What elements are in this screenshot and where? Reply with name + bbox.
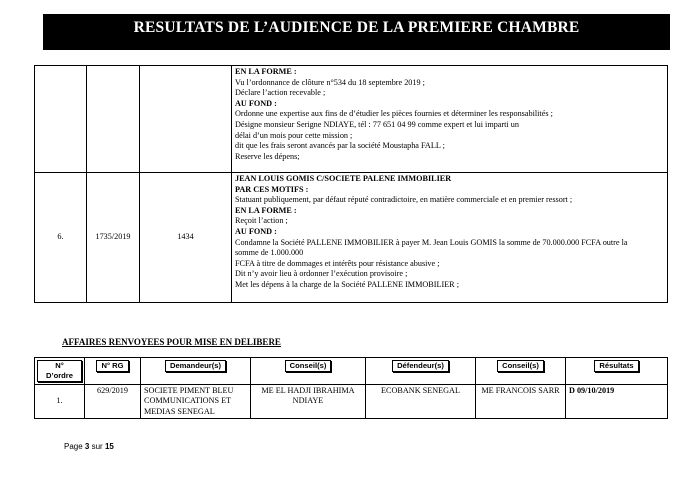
cell-rg: 1735/2019 — [87, 173, 140, 303]
decision-line: délai d’un mois pour cette mission ; — [235, 130, 353, 140]
cell-demandeur: SOCIETE PIMENT BLEU COMMUNICATIONS ET MEDIAS SENEGAL — [141, 385, 251, 419]
header-demandeur: Demandeur(s) — [141, 358, 251, 385]
cell-defendeur: ECOBANK SENEGAL — [366, 385, 476, 419]
cell-rg — [87, 66, 140, 173]
decision-line: Condamne la Société PALLENE IMMOBILIER à payer M. Jean Louis GOMIS la somme de 70.000.000 FCFA outre la — [235, 237, 628, 247]
page-banner — [43, 14, 670, 50]
decision-heading: EN LA FORME : — [235, 205, 297, 215]
table-row — [35, 66, 668, 173]
decision-line: Dit n’y avoir lieu à ordonner l’exécution provisoire ; — [235, 269, 408, 279]
header-conseil-def: Conseil(s) — [476, 358, 566, 385]
section-title: AFFAIRES RENVOYEES POUR MISE EN DELIBERE — [62, 337, 281, 347]
header-rg: N° RG — [85, 358, 141, 385]
page-title: RESULTATS DE L’AUDIENCE DE LA PREMIERE CHAMBRE — [133, 19, 580, 36]
cell-conseil-def: ME FRANCOIS SARR — [476, 385, 566, 419]
decision-line: Vu l’ordonnance de clôture n°534 du 18 septembre 2019 ; — [235, 77, 425, 87]
deliberation-table — [34, 357, 668, 419]
cell-rep — [140, 66, 232, 173]
cell-rep: 1434 — [140, 173, 232, 303]
decision-line: FCFA à titre de dommages et intérêts pour résistance abusive ; — [235, 258, 440, 268]
header-resultats: Résultats — [566, 358, 668, 385]
footer-page: 3 — [84, 442, 90, 451]
cell-num — [35, 66, 87, 173]
table-row — [35, 173, 668, 303]
decision-line: Ordonne une expertise aux fins de d’étudier les pièces fournies et déterminer les responsabilités ; — [235, 109, 553, 119]
decision-line: Désigne monsieur Serigne NDIAYE, tél : 77 651 04 99 comme expert et lui imparti un — [235, 119, 519, 129]
judgment-table — [34, 65, 668, 303]
decision-line: dit que les frais seront avancés par la société Moustapha FALL ; — [235, 141, 445, 151]
decision-line: Reserve les dépens; — [235, 151, 300, 161]
page-footer — [64, 442, 114, 451]
decision-heading: AU FOND : — [235, 226, 277, 236]
cell-ordre: 1. — [35, 385, 85, 419]
cell-conseil-dem: ME EL HADJI IBRAHIMA NDIAYE — [251, 385, 366, 419]
decision-heading: AU FOND : — [235, 98, 277, 108]
decision-line: Reçoit l’action ; — [235, 216, 288, 226]
table-row — [35, 385, 668, 419]
footer-prefix: Page — [64, 442, 83, 451]
header-defendeur: Défendeur(s) — [366, 358, 476, 385]
cell-resultat: D 09/10/2019 — [566, 385, 668, 419]
decision-heading: PAR CES MOTIFS : — [235, 184, 309, 194]
decision-heading: JEAN LOUIS GOMIS C/SOCIETE PALENE IMMOBILIER — [235, 174, 452, 183]
header-conseil-dem: Conseil(s) — [251, 358, 366, 385]
header-row — [35, 358, 668, 385]
cell-num: 6. — [35, 173, 87, 303]
decision-line: Statuant publiquement, par défaut réputé contradictoire, en matière commerciale et en premier ressort ; — [235, 195, 573, 205]
decision-line: Met les dépens à la charge de la Société PALLENE IMMOBILIER ; — [235, 279, 459, 289]
footer-total: 15 — [104, 442, 114, 451]
header-ordre: N° D’ordre — [35, 358, 85, 385]
footer-sep: sur — [91, 442, 103, 451]
decision-line: Déclare l’action recevable ; — [235, 88, 326, 98]
cell-decision — [232, 66, 668, 173]
cell-rg: 629/2019 — [85, 385, 141, 419]
decision-line: somme de 1.000.000 — [235, 248, 304, 258]
decision-heading: EN LA FORME : — [235, 67, 297, 76]
cell-decision — [232, 173, 668, 303]
